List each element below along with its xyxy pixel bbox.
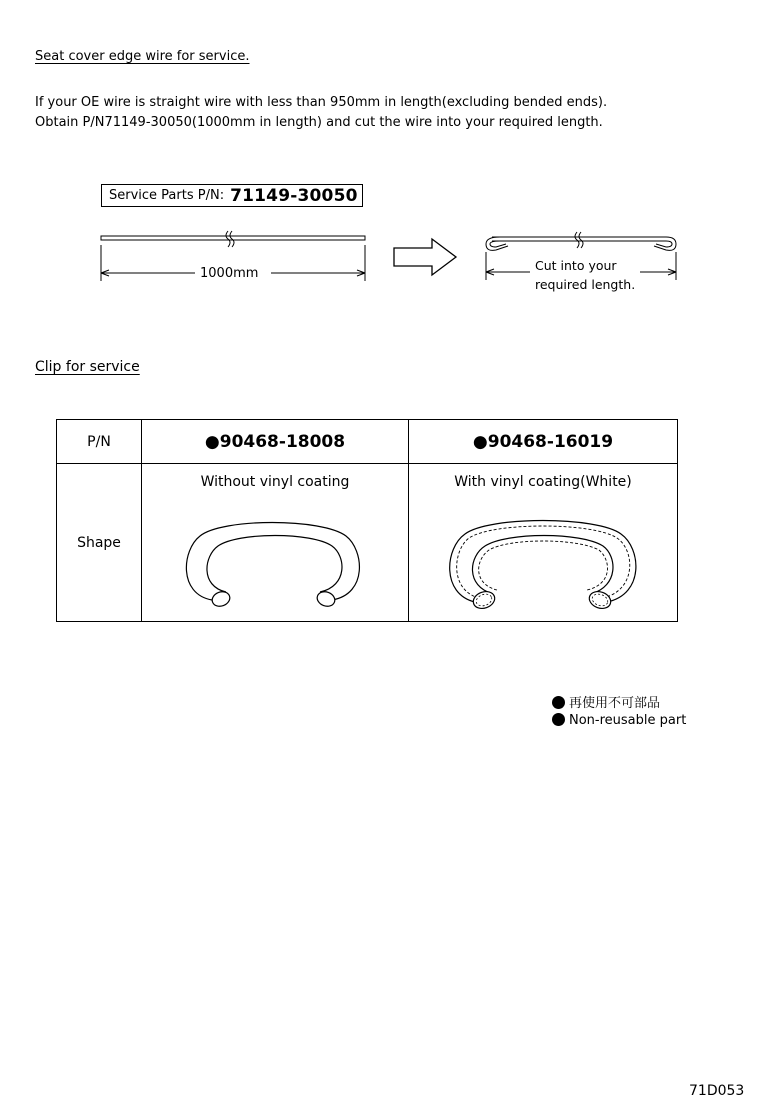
legend-english <box>552 713 686 728</box>
shape-cell-1 <box>142 464 409 622</box>
clip-coated-drawing <box>409 490 677 610</box>
legend-japanese-text: 再使用不可部品 <box>569 696 661 711</box>
pn-header-cell: P/N <box>57 420 142 464</box>
wire-instruction-line-1: If your OE wire is straight wire with less than 950mm in length(excluding bended ends). <box>35 95 608 110</box>
cut-instruction-line-2: required length. <box>535 277 636 292</box>
cut-instruction-line-1: Cut into your <box>535 258 617 273</box>
arrow-right-icon <box>392 236 460 278</box>
service-part-label: Service Parts P/N: <box>109 188 225 203</box>
shape-cell-2 <box>409 464 678 622</box>
clip-parts-table <box>56 419 678 622</box>
shape-header-cell: Shape <box>57 464 142 622</box>
wire-length-label: 1000mm <box>197 266 261 281</box>
shape-caption-1: Without vinyl coating <box>200 474 350 490</box>
service-part-number-box <box>101 184 363 207</box>
clip-uncoated-drawing <box>142 490 408 610</box>
page-code: 71D053 <box>689 1083 745 1099</box>
legend-japanese <box>552 692 660 711</box>
bent-wire-diagram <box>480 228 685 284</box>
table-row <box>57 464 678 622</box>
part-number-2: ●90468-16019 <box>409 420 678 464</box>
shape-caption-2: With vinyl coating(White) <box>454 474 632 490</box>
legend-english-text: Non-reusable part <box>569 713 687 728</box>
bullet-icon <box>552 696 565 709</box>
table-row <box>57 420 678 464</box>
wire-instruction-line-2: Obtain P/N71149-30050(1000mm in length) and cut the wire into your required length. <box>35 115 603 130</box>
clip-section-title: Clip for service <box>35 359 140 375</box>
part-number-1: ●90468-18008 <box>142 420 409 464</box>
bullet-icon <box>552 713 565 726</box>
service-part-number: 71149-30050 <box>230 185 358 206</box>
wire-section-title: Seat cover edge wire for service. <box>35 49 250 64</box>
